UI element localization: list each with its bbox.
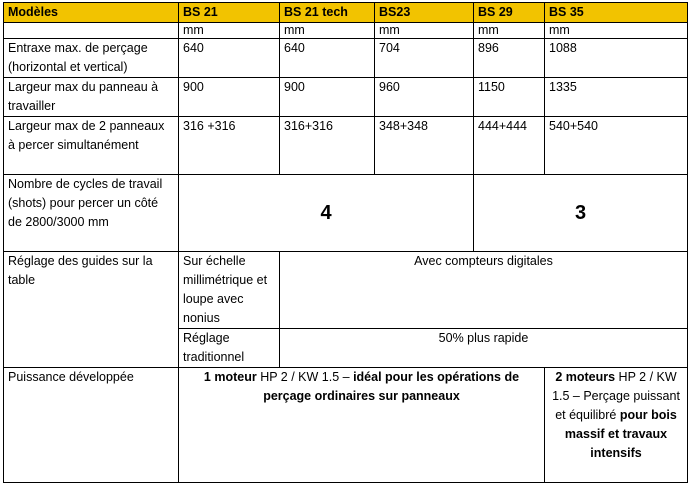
spec-table [3, 2, 688, 483]
value-cell: 896 [474, 39, 545, 78]
unit-cell: mm [474, 23, 545, 39]
guides-sub-label: Réglage traditionnel [179, 329, 280, 368]
puissance-b-bold2: pour bois massif et travaux intensifs [564, 408, 677, 460]
value-cell: 1088 [545, 39, 688, 78]
value-cell: 444+444 [474, 117, 545, 175]
unit-cell: mm [179, 23, 280, 39]
value-cell: 640 [280, 39, 375, 78]
row-entraxe [4, 39, 688, 78]
value-cell: 1150 [474, 78, 545, 117]
header-models-label: Modèles [4, 3, 179, 23]
header-model-bs21: BS 21 [179, 3, 280, 23]
row-label: Largeur max de 2 panneaux à percer simultanément [4, 117, 179, 175]
row-label: Réglage des guides sur la table [4, 252, 179, 368]
row-label: Entraxe max. de perçage (horizontal et vertical) [4, 39, 179, 78]
puissance-b-normal: HP 2 / KW 1.5 – Perçage puissant et équilibré [552, 370, 680, 422]
row-label: Nombre de cycles de travail (shots) pour percer un côté de 2800/3000 mm [4, 175, 179, 252]
puissance-value-b [545, 368, 688, 483]
header-model-bs35: BS 35 [545, 3, 688, 23]
row-largeur-deux-panneaux [4, 117, 688, 175]
value-cell: 640 [179, 39, 280, 78]
row-cycles [4, 175, 688, 252]
header-model-bs21tech: BS 21 tech [280, 3, 375, 23]
cycles-value-group-a: 4 [179, 175, 474, 252]
unit-cell: mm [280, 23, 375, 39]
value-cell: 348+348 [375, 117, 474, 175]
guides-sub-label: Sur échelle millimétrique et loupe avec nonius [179, 252, 280, 329]
row-guides-echelle [4, 252, 688, 329]
puissance-a-bold2: idéal pour les opérations de perçage ordinaires sur panneaux [263, 370, 520, 403]
row-label: Largeur max du panneau à travailler [4, 78, 179, 117]
value-cell: 316+316 [280, 117, 375, 175]
value-cell: 1335 [545, 78, 688, 117]
puissance-a-bold1: 1 moteur [203, 370, 257, 384]
guides-sub-value: 50% plus rapide [280, 329, 688, 368]
puissance-b-bold1: 2 moteurs [555, 370, 616, 384]
value-cell: 540+540 [545, 117, 688, 175]
unit-cell: mm [375, 23, 474, 39]
value-cell: 704 [375, 39, 474, 78]
row-label: Puissance développée [4, 368, 179, 483]
header-model-bs29: BS 29 [474, 3, 545, 23]
row-largeur-panneau [4, 78, 688, 117]
header-row [4, 3, 688, 23]
units-blank-cell [4, 23, 179, 39]
row-puissance [4, 368, 688, 483]
value-cell: 900 [280, 78, 375, 117]
puissance-a-normal: HP 2 / KW 1.5 – [256, 370, 354, 384]
units-row [4, 23, 688, 39]
cycles-value-group-b: 3 [474, 175, 688, 252]
puissance-value-a [179, 368, 545, 483]
value-cell: 960 [375, 78, 474, 117]
guides-sub-value: Avec compteurs digitales [280, 252, 688, 329]
value-cell: 900 [179, 78, 280, 117]
unit-cell: mm [545, 23, 688, 39]
value-cell: 316 +316 [179, 117, 280, 175]
header-model-bs23: BS23 [375, 3, 474, 23]
